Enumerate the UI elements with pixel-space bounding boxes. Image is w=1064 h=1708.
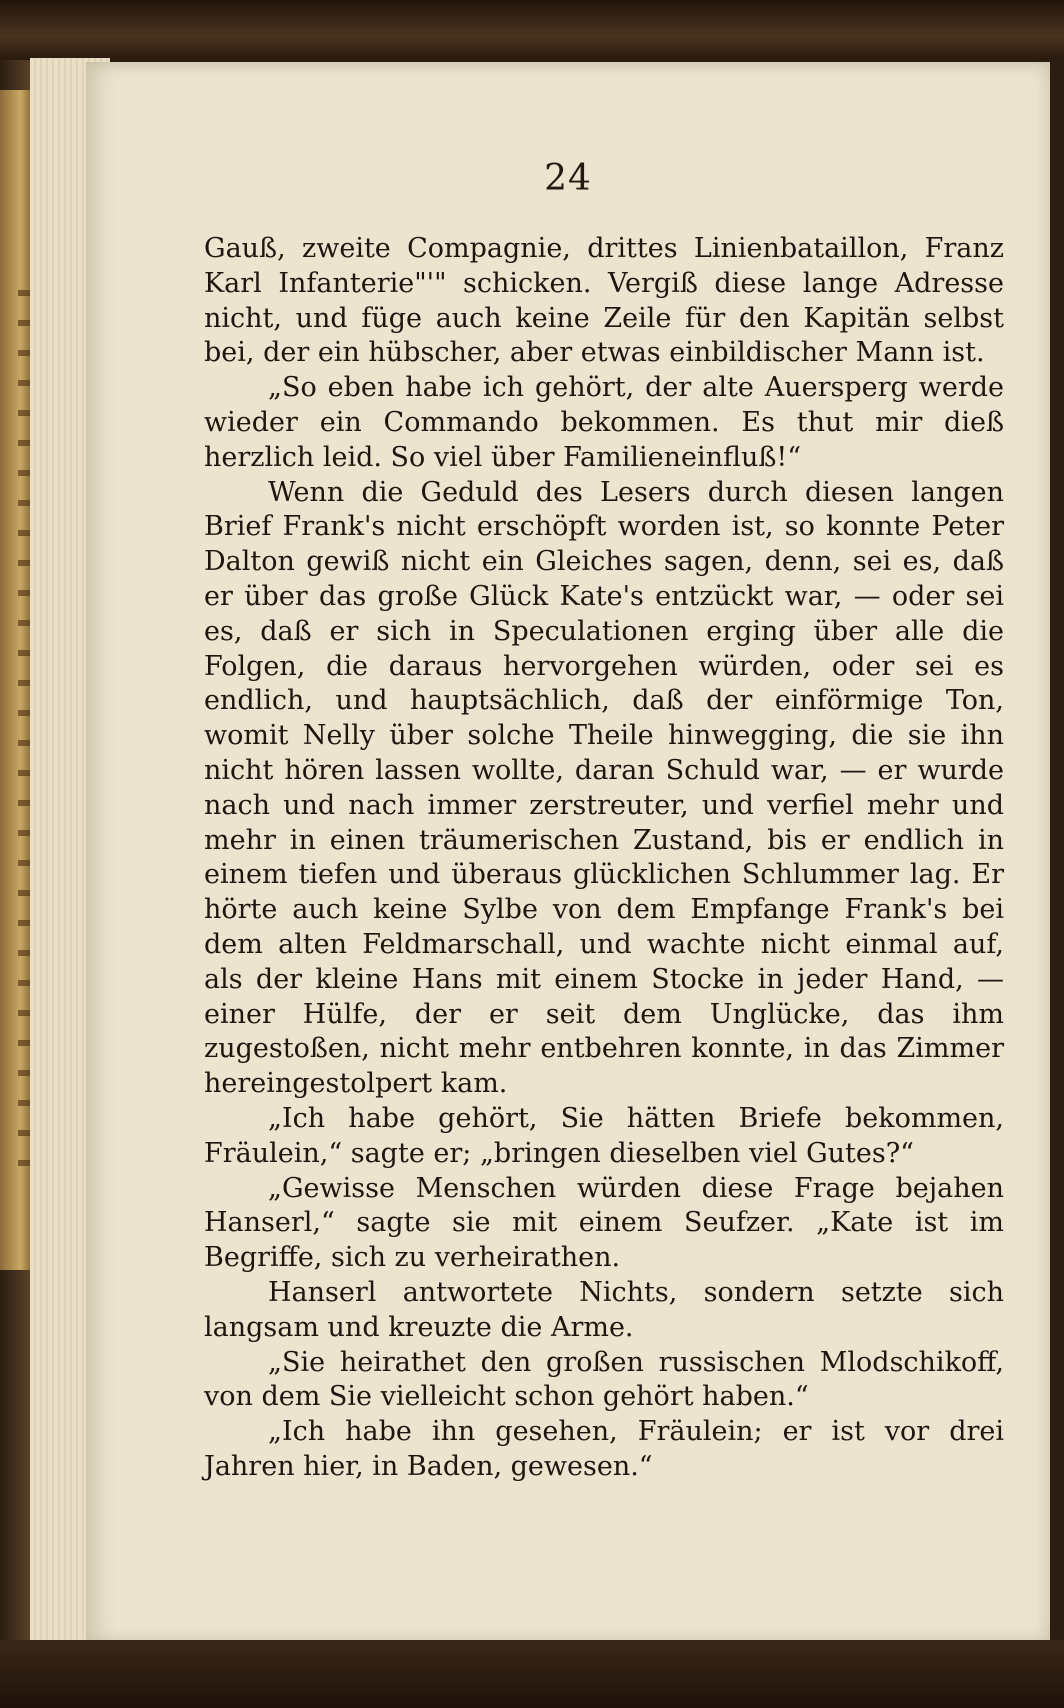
book-page bbox=[86, 62, 1050, 1644]
paragraph-marriage: „Sie heirathet den großen russischen Mlodschikoff, von dem Sie vielleicht schon gehört haben.“ bbox=[204, 1346, 1004, 1413]
book-bottom-edge bbox=[0, 1640, 1064, 1708]
paragraph-hanserl-question: „Ich habe gehört, Sie hätten Briefe bekommen, Fräulein,“ sagte er; „bringen dieselben viel Gutes?“ bbox=[204, 1102, 1004, 1169]
paragraph-hanserl-silent: Hanserl antwortete Nichts, sondern setzte sich langsam und kreuzte die Arme. bbox=[204, 1276, 1004, 1343]
paragraph-narration: Wenn die Geduld des Lesers durch diesen langen Brief Frank's nicht erschöpft worden ist, so konnte Peter Dalton gewiß nicht ein Gleiches sagen, denn, sei es, daß er über das große Glück Kate's entzückt war, — oder sei es, daß er sich in Speculationen erging über alle die Folgen, die daraus hervorgehen würden, oder sei es endlich, und hauptsächlich, daß der einförmige Ton, womit Nelly über solche Theile hinwegging, die sie ihn nicht hören lassen wollte, daran Schuld war, — er wurde nach und nach immer zerstreuter, und verfiel mehr und mehr in einen träumerischen Zustand, bis er endlich in einem tiefen und überaus glücklichen Schlummer lag. Er hörte auch keine Sylbe von dem Empfange Frank's bei dem alten Feldmarschall, und wachte nicht einmal auf, als der kleine Hans mit einem Stocke in jeder Hand, — einer Hülfe, der er seit dem Unglücke, das ihm zugestoßen, nicht mehr entbehren konnte, in das Zimmer hereingestolpert kam. bbox=[204, 476, 1004, 1100]
paragraph-letter-end: Gauß, zweite Compagnie, drittes Linienbataillon, Franz Karl Infanterie"'" schicken. Vergiß diese lange Adresse nicht, und füge auch keine Zeile für den Kapitän selbst bei, der ein hübscher, aber etwas einbildischer Mann ist. bbox=[204, 233, 1004, 369]
page-text bbox=[204, 232, 1004, 1485]
paragraph-nelly-reply: „Gewisse Menschen würden diese Frage bejahen Hanserl,“ sagte sie mit einem Seufzer. „Kate ist im Begriffe, sich zu verheirathen. bbox=[204, 1172, 1004, 1274]
paragraph-hanserl-answer: „Ich habe ihn gesehen, Fräulein; er ist vor drei Jahren hier, in Baden, gewesen.“ bbox=[204, 1416, 1004, 1482]
page-number: 24 bbox=[544, 158, 592, 199]
paragraph-auersperg: „So eben habe ich gehört, der alte Auersperg werde wieder ein Commando bekommen. Es thut mir dieß herzlich leid. So viel über Familieneinfluß!“ bbox=[204, 372, 1004, 473]
book-top-edge bbox=[0, 0, 1064, 60]
adjacent-book-spine bbox=[0, 90, 34, 1270]
spine-lettering bbox=[18, 290, 30, 1190]
